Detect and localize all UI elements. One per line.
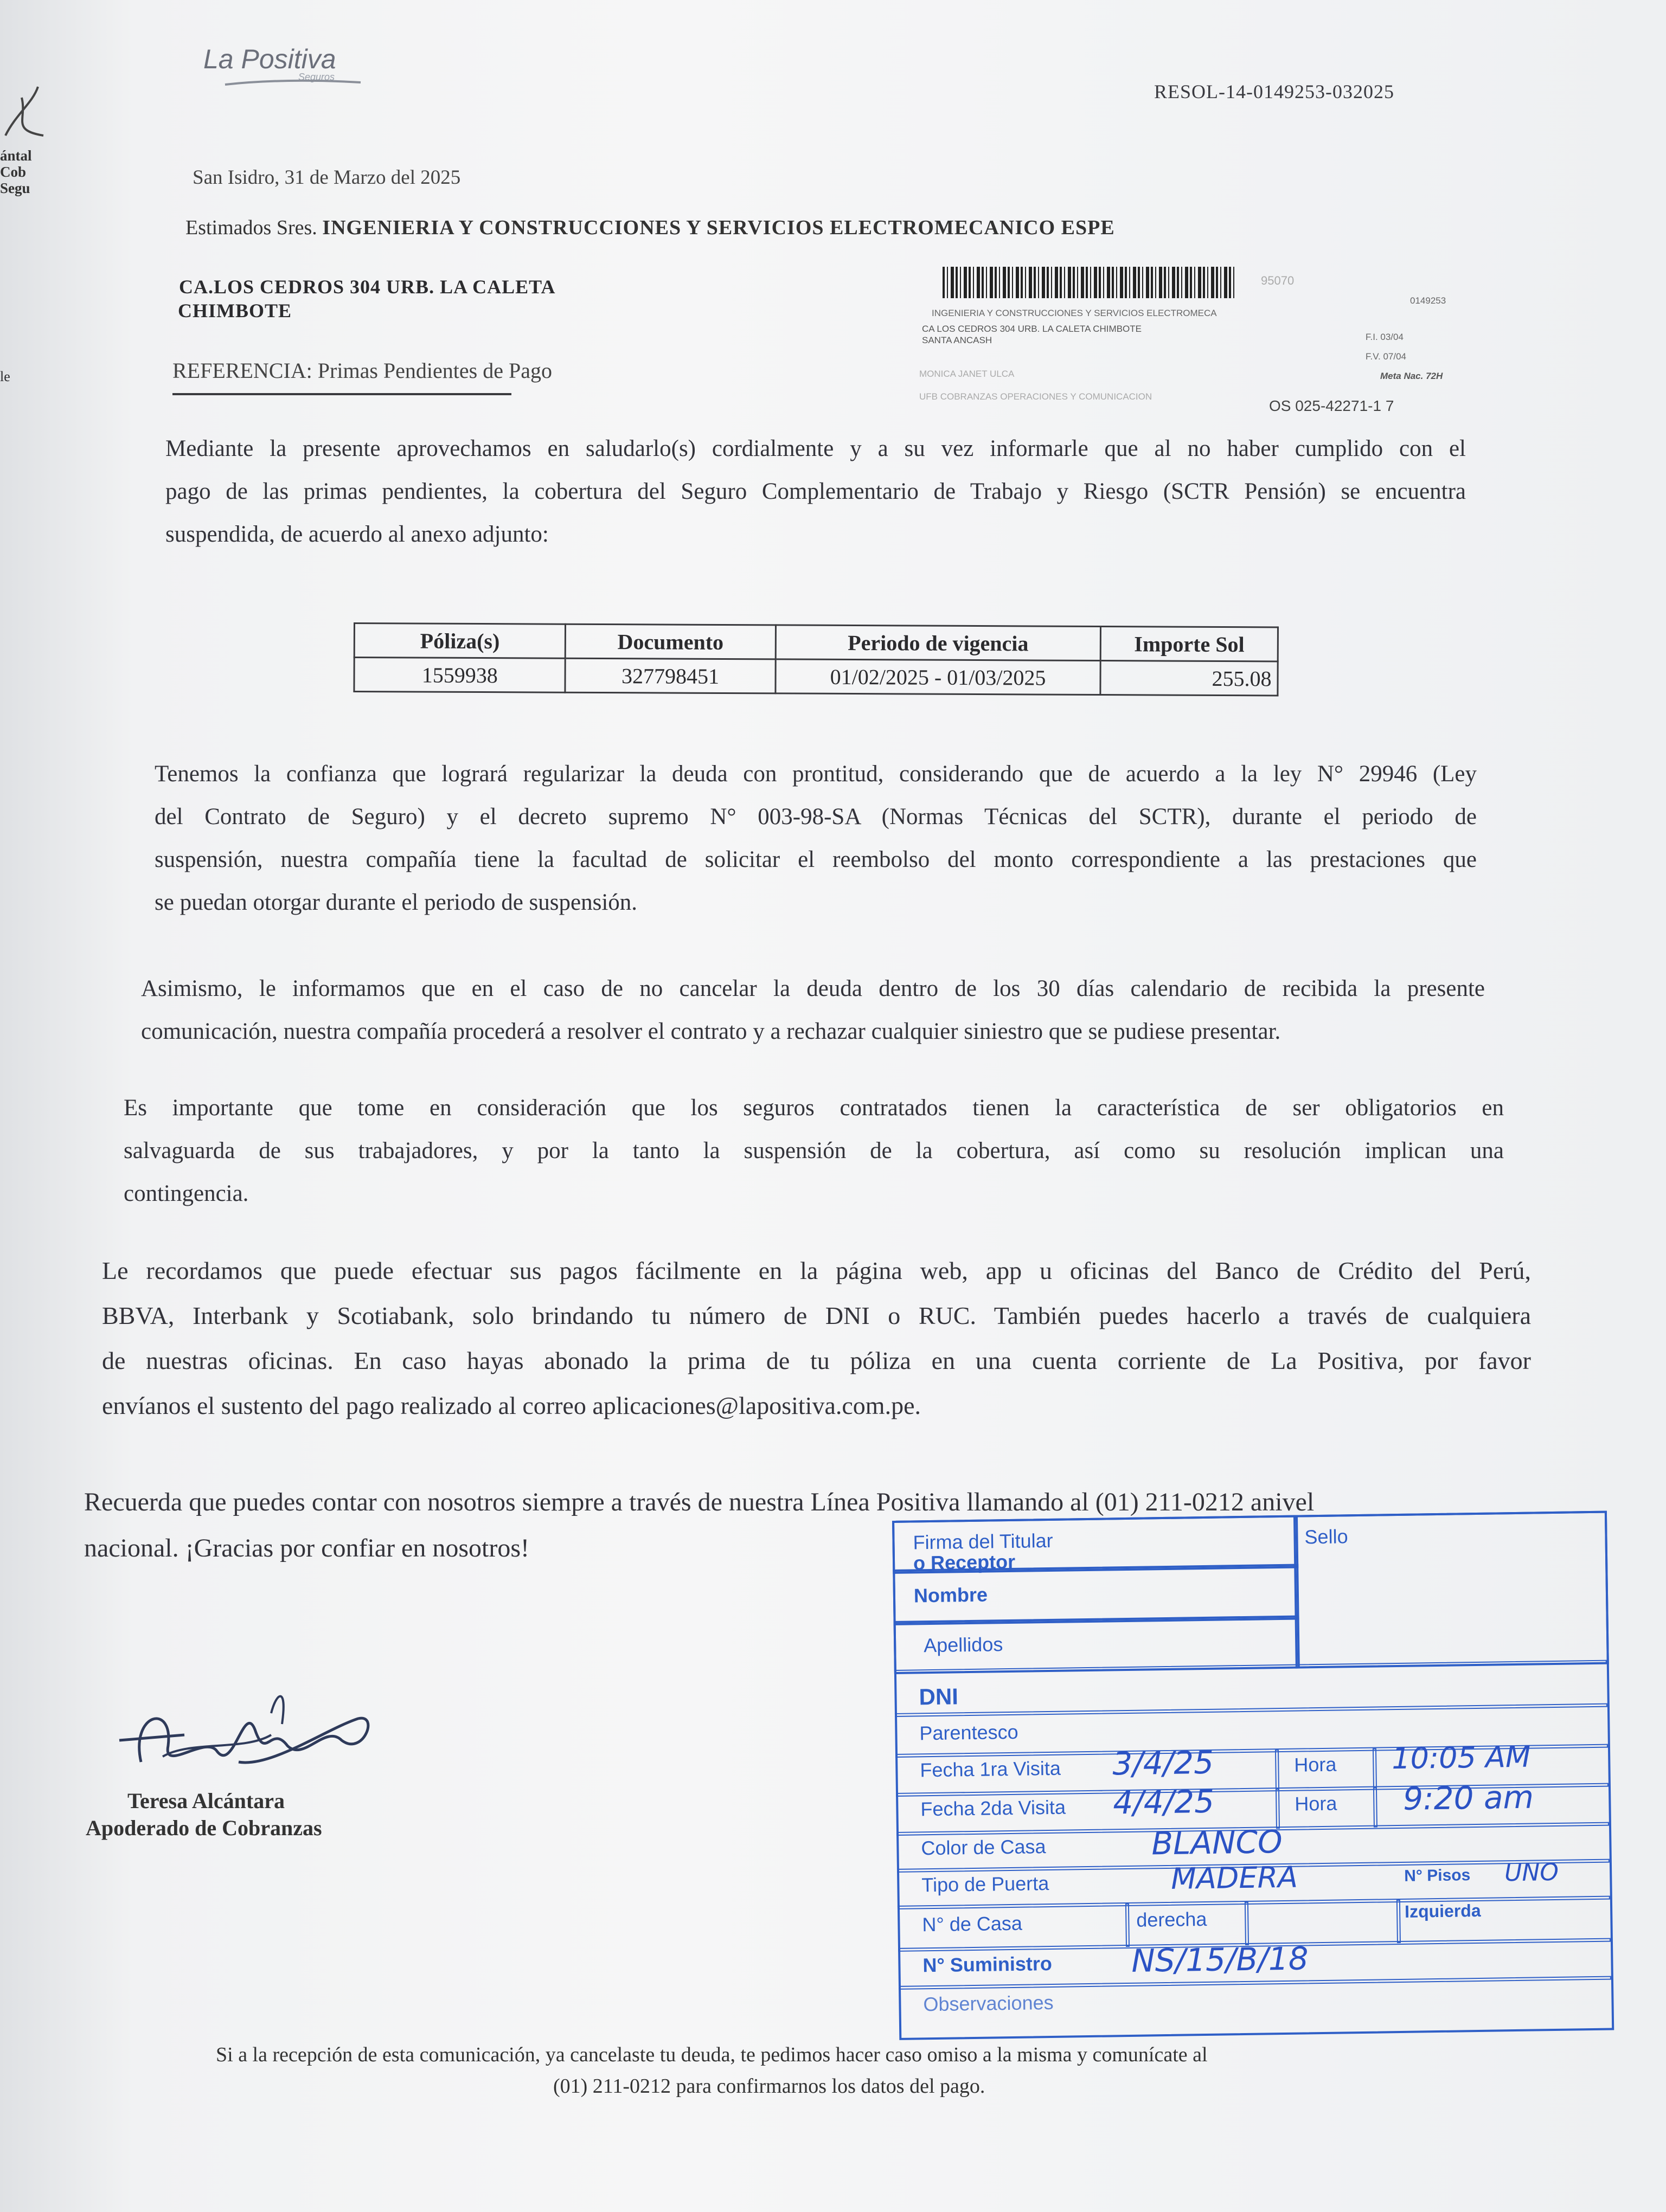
- signatory-title: Apoderado de Cobranzas: [86, 1816, 322, 1840]
- label-meta: Meta Nac. 72H: [1380, 371, 1443, 381]
- label-region: SANTA ANCASH: [922, 335, 992, 345]
- label-os: OS 025-42271-1 7: [1269, 397, 1394, 414]
- paragraph-intro: Mediante la presente aprovechamos en saludarlo(s) cordialmente y a su vez informarle que al no haber cumplido con el pago de las primas pendientes, la cobertura del Seguro Complementario de Trabajo y Riesgo (SCTR Pensión) se encuentra suspendida, de acuerdo al anexo adjunto:: [165, 436, 1466, 547]
- stamp-hora2-label: Hora: [1295, 1792, 1337, 1815]
- label-top-code: 95070: [1261, 274, 1295, 287]
- label-fv: F.V. 07/04: [1366, 351, 1406, 362]
- stamp-firma-label: Firma del Titular o Receptor: [913, 1529, 1053, 1574]
- la-positiva-logo: La Positiva Seguros: [203, 43, 336, 83]
- cell-importe: 255.08: [1100, 661, 1278, 696]
- salutation: Estimados Sres. INGENIERIA Y CONSTRUCCIONES Y SERVICIOS ELECTROMECANICO ESPE: [185, 216, 1115, 239]
- signatory-name: Teresa Alcántara: [127, 1789, 285, 1813]
- stamp-suministro-label: N° Suministro: [922, 1952, 1053, 1977]
- left-margin-text: ántal Cob Segu: [0, 147, 32, 196]
- cell-documento: 327798451: [565, 658, 776, 693]
- left-margin-fragment: le: [0, 369, 10, 384]
- stamp-sello-label: Sello: [1304, 1525, 1348, 1548]
- stamp-observaciones-label: Observaciones: [923, 1991, 1054, 2016]
- stamp-fecha2-value: 4/4/25: [1112, 1783, 1215, 1822]
- stamp-color-label: Color de Casa: [921, 1835, 1046, 1860]
- footer-line-2: (01) 211-0212 para confirmarnos los datos del pago.: [553, 2075, 985, 2098]
- address-line-1: CA.LOS CEDROS 304 URB. LA CALETA: [179, 276, 556, 298]
- table-row: [354, 658, 1278, 696]
- address-line-2: CHIMBOTE: [178, 300, 292, 321]
- stamp-izquierda-label: Izquierda: [1404, 1900, 1481, 1921]
- label-id: 0149253: [1410, 295, 1446, 306]
- label-person: MONICA JANET ULCA: [919, 369, 1015, 379]
- col-documento: Documento: [566, 624, 776, 659]
- stamp-pisos-value: UNO: [1504, 1858, 1559, 1887]
- stamp-derecha-label: derecha: [1136, 1907, 1207, 1931]
- cell-poliza: 1559938: [354, 658, 566, 693]
- col-poliza: Póliza(s): [354, 623, 566, 659]
- paragraph-importance: Es importante que tome en consideración que los seguros contratados tienen la característica de ser obligatorios en salvaguarda de sus trabajadores, y por la tanto la suspensión de la cobertura, así como su resolución implican una contingencia.: [124, 1095, 1504, 1206]
- reference: REFERENCIA: Primas Pendientes de Pago: [172, 358, 552, 383]
- footer-line-1: Si a la recepción de esta comunicación, ya cancelaste tu deuda, te pedimos hacer caso omiso a la misma y comunícate al: [216, 2043, 1208, 2066]
- visit-stamp: [892, 1510, 1648, 2047]
- label-address: CA LOS CEDROS 304 URB. LA CALETA CHIMBOTE: [922, 324, 1142, 334]
- stamp-casa-label: N° de Casa: [922, 1912, 1023, 1936]
- stamp-nombre-label: Nombre: [913, 1583, 988, 1607]
- policy-table: [353, 622, 1279, 696]
- cell-periodo: 01/02/2025 - 01/03/2025: [776, 659, 1101, 695]
- paragraph-contact: Recuerda que puedes contar con nosotros siempre a través de nuestra Línea Positiva llamando al (01) 211-0212 anivel nacional. ¡Gracias por confiar en nosotros!: [84, 1488, 1315, 1562]
- stamp-fecha2-label: Fecha 2da Visita: [920, 1796, 1066, 1821]
- stamp-fecha1-value: 3/4/25: [1112, 1744, 1214, 1783]
- stamp-hora1-label: Hora: [1294, 1753, 1337, 1776]
- reference-underline: [172, 393, 511, 395]
- stamp-fecha1-label: Fecha 1ra Visita: [920, 1757, 1061, 1782]
- col-importe: Importe Sol: [1101, 627, 1278, 661]
- stamp-suministro-value: NS/15/B/18: [1131, 1940, 1309, 1979]
- label-fi: F.I. 03/04: [1366, 332, 1404, 342]
- left-margin-scribble: [0, 81, 49, 149]
- letter-date: San Isidro, 31 de Marzo del 2025: [193, 166, 461, 189]
- label-company: INGENIERIA Y CONSTRUCCIONES Y SERVICIOS ELECTROMECA: [932, 308, 1217, 318]
- stamp-hora1-value: 10:05 AM: [1391, 1739, 1531, 1776]
- stamp-hora2-value: 9:20 am: [1402, 1778, 1534, 1817]
- col-periodo: Periodo de vigencia: [776, 625, 1101, 661]
- resolution-number: RESOL-14-0149253-032025: [1154, 81, 1394, 102]
- paragraph-payment: Le recordamos que puede efectuar sus pagos fácilmente en la página web, app u oficinas del Banco de Crédito del Perú, BBVA, Interbank y Scotiabank, solo brindando tu número de DNI o RUC. También puedes hacerlo a través de cualquiera de nuestras oficinas. En caso hayas abonado la prima de tu póliza en una cuenta corriente de La Positiva, por favor envíanos el sustento del pago realizado al correo aplicaciones@lapositiva.com.pe.: [102, 1257, 1531, 1419]
- barcode: [943, 267, 1235, 298]
- stamp-apellidos-label: Apellidos: [923, 1633, 1003, 1657]
- paragraph-legal: Tenemos la confianza que logrará regularizar la deuda con prontitud, considerando que de acuerdo a la ley N° 29946 (Ley del Contrato de Seguro) y el decreto supremo N° 003-98-SA (Normas Técnicas del SCTR), durante el periodo de suspensión, nuestra compañía tiene la facultad de solicitar el reembolso del monto correspondiente a las prestaciones que se puedan otorgar durante el periodo de suspensión.: [155, 761, 1477, 915]
- stamp-dni-label: DNI: [919, 1683, 959, 1710]
- handwritten-signature: [108, 1681, 390, 1792]
- label-unit: UFB COBRANZAS OPERACIONES Y COMUNICACION: [919, 391, 1152, 402]
- stamp-parentesco-label: Parentesco: [919, 1720, 1018, 1745]
- paragraph-cancellation: Asimismo, le informamos que en el caso de no cancelar la deuda dentro de los 30 días calendario de recibida la presente comunicación, nuestra compañía procederá a resolver el contrato y a rechazar cualquier siniestro que se pudiese presentar.: [141, 976, 1485, 1044]
- stamp-pisos-label: N° Pisos: [1404, 1866, 1471, 1885]
- stamp-color-value: BLANCO: [1151, 1823, 1283, 1862]
- stamp-puerta-label: Tipo de Puerta: [921, 1872, 1049, 1896]
- stamp-puerta-value: MADERA: [1170, 1860, 1298, 1896]
